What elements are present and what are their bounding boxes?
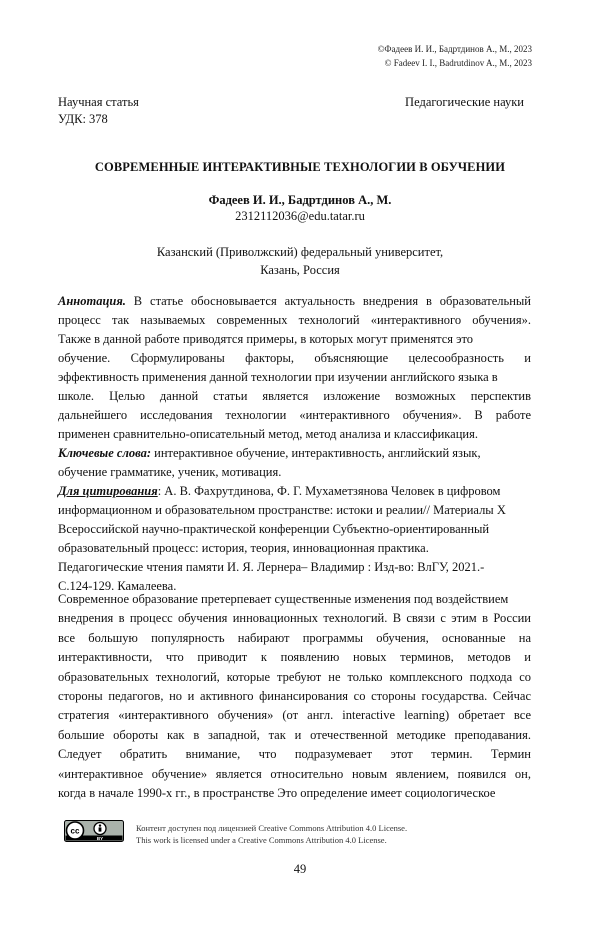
- udk-code: УДК: 378: [58, 112, 108, 126]
- body-line: стороны педагогов, но и активного финансирования со стороны государства. Сейчас: [58, 689, 531, 704]
- abstract: [58, 292, 531, 596]
- abstract-line: процесс так называемых современных технологий «интерактивного обучения».: [58, 313, 531, 327]
- citation-label: Для цитирования: [58, 484, 158, 498]
- citation-line: образовательный процесс: история, теория, инновационная практика.: [58, 541, 429, 555]
- body-line: Современное образование претерпевает существенные изменения под воздействием: [58, 592, 509, 606]
- cc-by-license-badge[interactable]: [64, 820, 124, 842]
- body-text: [58, 590, 531, 803]
- citation-line: Педагогические чтения памяти И. Я. Лернера– Владимир : Изд-во: ВлГУ, 2021.-: [58, 560, 485, 574]
- field-of-science: Педагогические науки: [405, 95, 524, 109]
- abstract-line: Также в данной работе приводятся примеры, в которых могут применятся это: [58, 332, 474, 346]
- abstract-label: Аннотация.: [58, 294, 126, 308]
- body-line: интерактивности, что приводит к появлению новых терминов, методов и: [58, 650, 531, 665]
- body-line: Следует обратить внимание, что подразумевает этот термин. Термин: [58, 747, 531, 762]
- keywords-line: обучение грамматике, ученик, мотивация.: [58, 465, 282, 479]
- author-email[interactable]: 2312112036@edu.tatar.ru: [235, 209, 365, 223]
- copyright-notice: [378, 42, 532, 70]
- license-text: [136, 822, 407, 846]
- keywords-line: Ключевые слова: интерактивное обучение, интерактивность, английский язык,: [58, 446, 481, 460]
- article-title: СОВРЕМЕННЫЕ ИНТЕРАКТИВНЫЕ ТЕХНОЛОГИИ В ОБУЧЕНИИ: [94, 160, 506, 174]
- copyright-en: © Fadeev I. I., Badrutdinov A., M., 2023: [384, 58, 532, 68]
- affiliation-university: Казанский (Приволжский) федеральный университет,: [156, 245, 444, 259]
- abstract-line: применен сравнительно-описательный метод, метод анализа и классификация.: [58, 427, 478, 441]
- body-line: стратегия «интерактивного обучения» (от англ. interactive learning) обретает все: [58, 708, 531, 723]
- authors: Фадеев И. И., Бадртдинов А., М.: [208, 193, 392, 207]
- citation-line: информационном и образовательном пространстве: истоки и реалии// Материалы X: [58, 503, 506, 517]
- affiliation-city: Казань, Россия: [260, 263, 340, 277]
- affiliation: [40, 243, 560, 279]
- citation-line: Всероссийской научно-практической конференции Субъектно-ориентированный: [58, 522, 490, 536]
- body-line: образовательных технологий, которые требуют не только комплексного подхода со: [58, 669, 531, 684]
- abstract-line: школе. Целью данной статьи является изложение возможных перспектив: [58, 389, 531, 403]
- body-line: когда в начале 1990-х гг., в пространстве Это определение имеет социологическое: [58, 786, 496, 801]
- license-text-ru: Контент доступен под лицензией Creative Commons Attribution 4.0 License.: [136, 823, 408, 833]
- article-meta: [58, 94, 139, 128]
- abstract-line: Аннотация. В статье обосновывается актуальность внедрения в образовательный: [58, 294, 531, 308]
- article-type: Научная статья: [58, 95, 139, 109]
- abstract-line: обучение. Сформулированы факторы, объясняющие целесообразность и: [58, 351, 531, 365]
- abstract-line: дальнейшего исследования технологии «интерактивного обучения». В работе: [58, 408, 531, 422]
- body-line: большие обороты как в западной, так и отечественной методике преподавания.: [58, 727, 531, 742]
- copyright-ru: ©Фадеев И. И., Бадртдинов А., М., 2023: [377, 44, 532, 54]
- svg-text:cc: cc: [70, 826, 80, 836]
- citation-line: Для цитирования: А. В. Фахрутдинова, Ф. Г. Мухаметзянова Человек в цифровом: [58, 484, 501, 498]
- body-line: внедрения в процесс обучения инновационных технологий. В связи с этим в России: [58, 611, 531, 626]
- body-line: «интерактивное обучение» является относительно новым явлением, появился он,: [58, 766, 531, 781]
- body-line: все большую популярность набирают программы обучения, основанные на: [58, 630, 531, 645]
- license-text-en: This work is licensed under a Creative Commons Attribution 4.0 License.: [136, 835, 387, 845]
- abstract-line: эффективность применения данной технологии при изучении английского языка в: [58, 370, 498, 384]
- page-number: 49: [293, 862, 307, 876]
- citation-line: С.124-129. Камалеева.: [58, 579, 177, 593]
- keywords-label: Ключевые слова:: [58, 446, 152, 460]
- cc-by-text: BY: [96, 836, 104, 841]
